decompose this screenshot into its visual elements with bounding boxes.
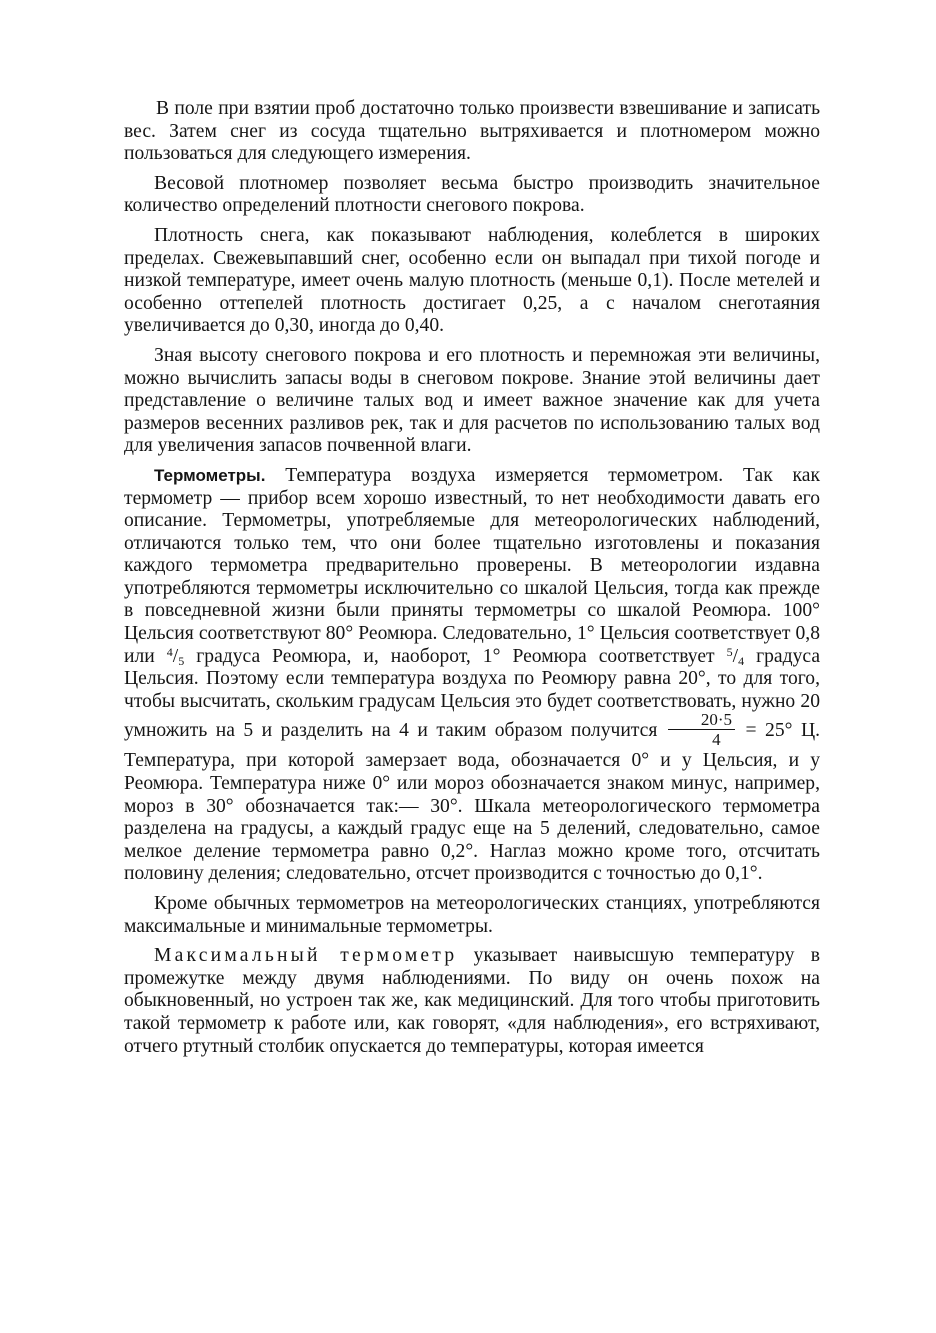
formula-denominator: 4 [712, 730, 721, 750]
section-heading-thermometers: Термометры. [154, 465, 266, 485]
paragraph-weighing: В поле при взятии проб достаточно только произвести взвешивание и записать вес. Затем снег из сосуда тщательно вытряхивается и плотномером можно пользоваться для следующего измерения. [124, 98, 820, 165]
document-page [124, 98, 820, 1058]
paragraph-snow-density: Плотность снега, как показывают наблюдения, колеблется в широких пределах. Свежевыпавший снег, особенно если он выпадал при тихой погоде и низкой температуре, имеет очень малую плотность (меньше 0,1). После метелей и особенно оттепелей плотность достигает 0,25, а с началом снеготаяния увеличивается до 0,30, иногда до 0,40. [124, 224, 820, 337]
formula-result: = 25° Ц. [745, 720, 820, 742]
section-heading-maximum-thermometer: Максимальный термометр [154, 945, 458, 967]
maximum-thermometer-text: указывает наивысшую температуру в промежутке между двумя наблюдениями. По виду он очень похож на обыкновенный, но устроен так же, как медицинский. Для того чтобы приготовить такой термометр к работе или, как говорят, «для наблюдения», его встряхивают, отчего ртутный столбик опускается до температуры, которая имеется [124, 945, 820, 1057]
thermometers-text-part-d: Температура, при которой замерзает вода, обозначается 0° и у Цельсия, и у Реомюра. Температура ниже 0° или мороз обозначается знаком минус, например, мороз в 30° обозначается так:— 30°. Шкала метеорологического термометра разделена на градусы, а каждый градус еще на 5 делений, следовательно, самое мелкое деление термометра равно 0,2°. Наглаз можно кроме того, отсчитать половину деления; следовательно, отсчет производится с точностью до 0,1°. [124, 750, 820, 885]
conversion-formula-fraction [668, 711, 735, 748]
thermometers-text-part-b: градуса Реомюра, и, наоборот, 1° Реомюра соответствует [196, 645, 715, 667]
fraction-1-denominator: 5 [178, 653, 185, 668]
paragraph-weight-densimeter: Весовой плотномер позволяет весьма быстро производить значительное количество определений плотности снегового покрова. [124, 172, 820, 217]
thermometers-text-part-c: градуса Цельсия. Поэтому если температура воздуха по Реомюру равна 20°, то для того, чтобы высчитать, скольким градусам Цельсия это будет соответствовать, нужно 20 умножить на 5 и разделить на 4 и таким образом получится [124, 645, 821, 742]
paragraph-maximum-thermometer [124, 945, 820, 1058]
formula-numerator: 20·5 [668, 711, 735, 730]
fraction-1-numerator: 4 [166, 644, 173, 659]
thermometers-text-part-a: Температура воздуха измеряется термометром. Так как термометр — прибор всем хорошо известный, то нет необходимости давать его описание. Термометры, употребляемые для метеорологических наблюдений, отличаются только тем, что они более тщательно изготовлены и показания каждого термометра предварительно проверены. В метеорологии издавна употребляются термометры исключительно со шкалой Цельсия, тогда как прежде в повседневной жизни были приняты термометры со шкалой Реомюра. 100° Цельсия соответствуют 80° Реомюра. Следовательно, 1° Цельсия соответствует 0,8 или [124, 464, 820, 667]
paragraph-max-min-thermometers: Кроме обычных термометров на метеорологических станциях, употребляются максимальные и минимальные термометры. [124, 893, 820, 937]
paragraph-thermometers: Термометры. Температура воздуха измеряется термометром. Так как термометр — прибор всем хорошо известный, то нет необходимости давать его описание. Термометры, употребляемые для метеорологических наблюдений, отличаются только тем, что они более тщательно изготовлены и показания каждого термометра предварительно проверены. В метеорологии издавна употребляются термометры исключительно со шкалой Цельсия, тогда как прежде в повседневной жизни были приняты термометры со шкалой Реомюра. 100° Цельсия соответствуют 80° Реомюра. Следовательно, 1° Цельсия соответствует 0,8 или $^4/_5$ градуса Реомюра, и, наоборот, 1° Реомюра соответствует $^5/_4$ градуса Цельсия. Поэтому если температура воздуха по Реомюру равна 20°, то для того, чтобы высчитать, скольким градусам Цельсия это будет соответствовать, нужно 20 умножить на 5 и разделить на 4 и таким образом получится $\frac{20\cdot 5}{4}$ = 25° Ц. Температура, при которой замерзает вода, обозначается 0° и у Цельсия, и у Реомюра. Температура ниже 0° или мороз обозначается знаком минус, например, мороз в 30° обозначается так:— 30°. Шкала метеорологического термометра разделена на градусы, а каждый градус еще на 5 делений, следовательно, самое мелкое деление термометра равно 0,2°. Наглаз можно кроме того, отсчитать половину деления; следовательно, отсчет производится с точностью до 0,1°. [124, 464, 821, 885]
fraction-2-numerator: 5 [726, 644, 733, 659]
fraction-2-denominator: 4 [738, 653, 745, 668]
paragraph-water-reserves: Зная высоту снегового покрова и его плотность и перемножая эти величины, можно вычислить запасы воды в снеговом покрове. Знание этой величины дает представление о величине талых вод и имеет важное значение как для учета размеров весенних разливов рек, так и для расчетов по использованию талых вод для увеличения запасов почвенной влаги. [124, 344, 820, 457]
